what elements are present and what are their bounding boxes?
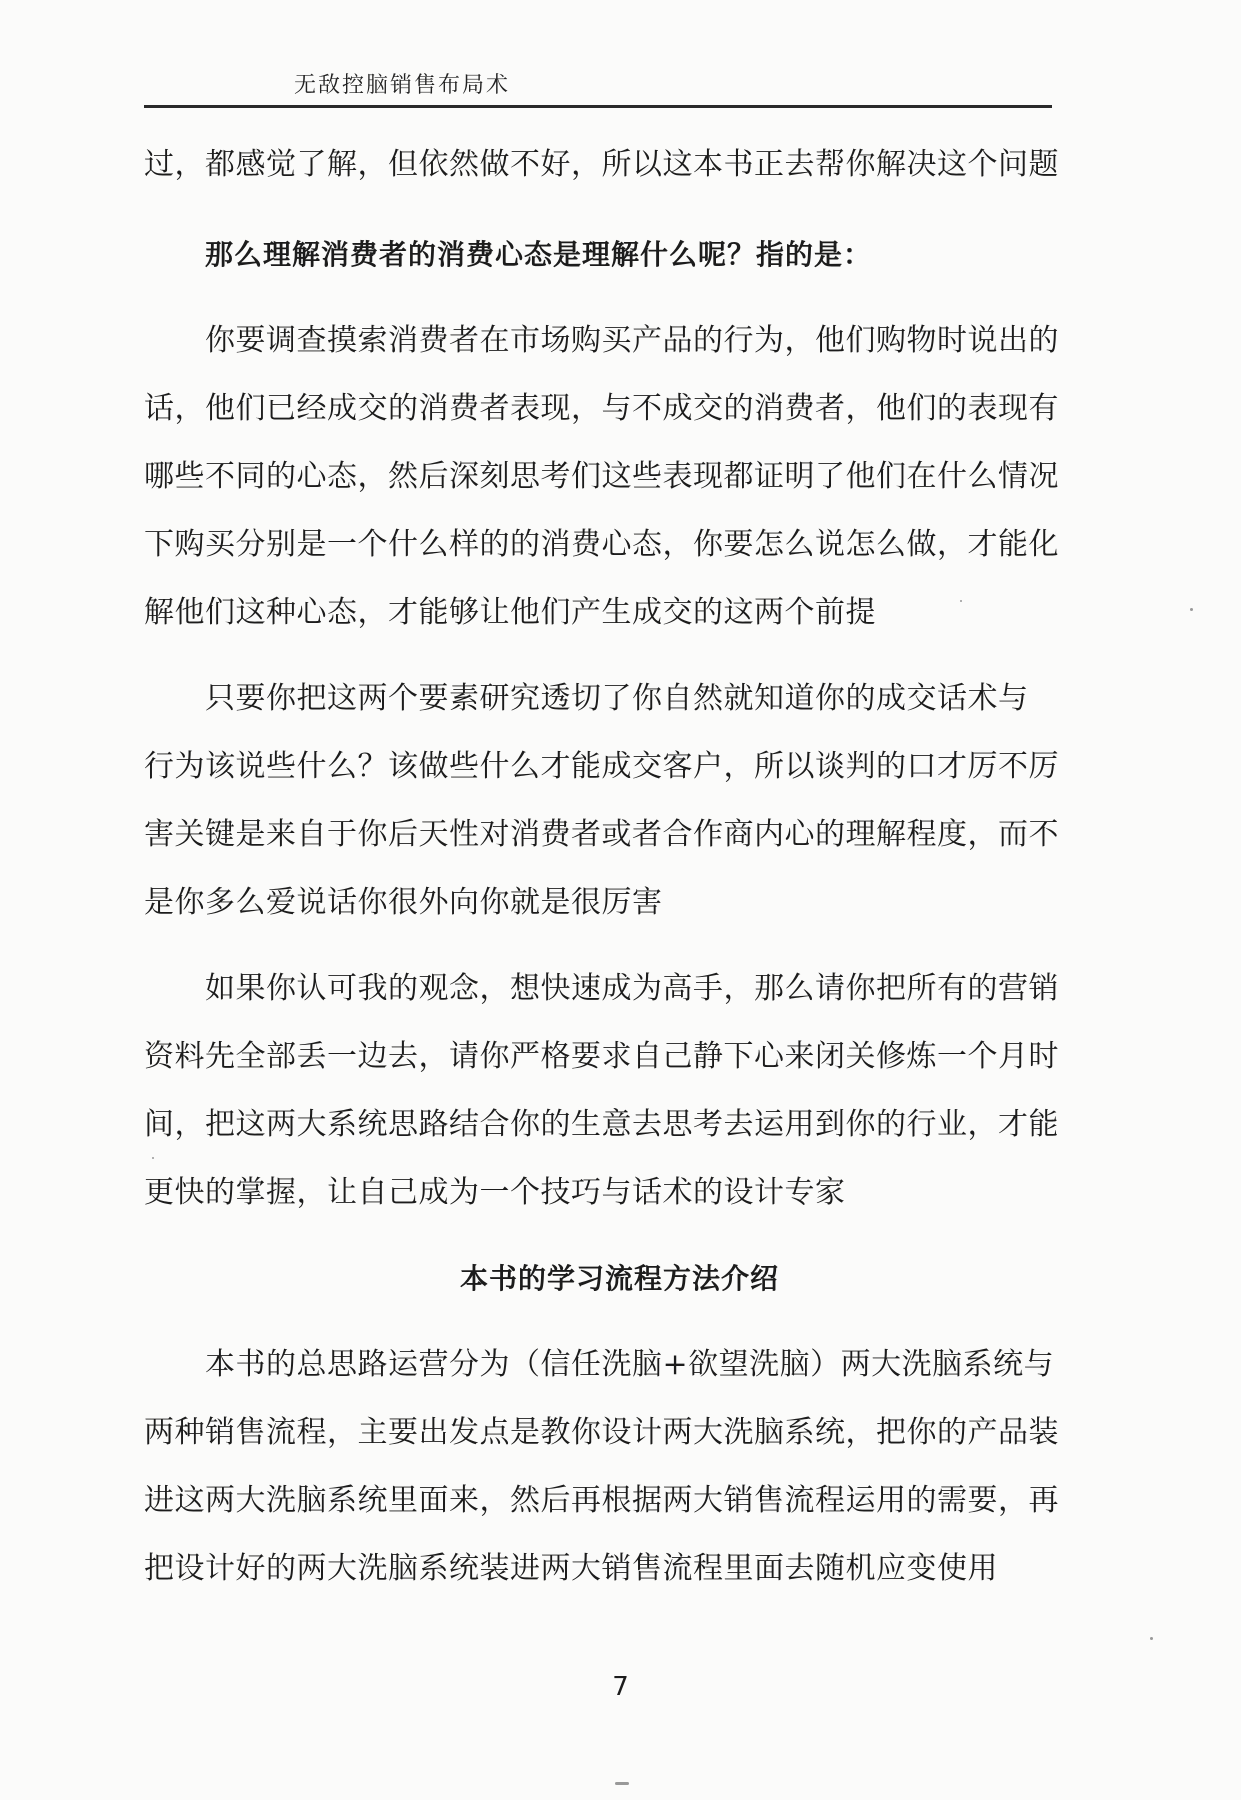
body-line: 进这两大洗脑系统里面来，然后再根据两大销售流程运用的需要，再	[144, 1483, 1059, 1518]
running-header	[144, 58, 1052, 108]
body-line: 两种销售流程，主要出发点是教你设计两大洗脑系统，把你的产品装	[144, 1415, 1059, 1450]
body-line: 更快的掌握，让自己成为一个技巧与话术的设计专家	[144, 1175, 846, 1210]
scan-speck	[1190, 608, 1193, 611]
section-heading: 本书的学习流程方法介绍	[460, 1262, 780, 1295]
body-line: 你要调查摸索消费者在市场购买产品的行为，他们购物时说出的	[205, 323, 1059, 358]
body-line: 如果你认可我的观念，想快速成为高手，那么请你把所有的营销	[205, 971, 1059, 1006]
body-line: 下购买分别是一个什么样的的消费心态，你要怎么说怎么做，才能化	[144, 527, 1059, 562]
body-line: 资料先全部丢一边去，请你严格要求自己静下心来闭关修炼一个月时	[144, 1039, 1059, 1074]
scan-speck	[960, 600, 962, 602]
body-line: 把设计好的两大洗脑系统装进两大销售流程里面去随机应变使用	[144, 1551, 998, 1586]
body-line: 解他们这种心态，才能够让他们产生成交的这两个前提	[144, 595, 876, 630]
body-line: 话，他们已经成交的消费者表现，与不成交的消费者，他们的表现有	[144, 391, 1059, 426]
body-line: 哪些不同的心态，然后深刻思考们这些表现都证明了他们在什么情况	[144, 459, 1059, 494]
scan-speck	[1150, 1637, 1153, 1640]
scan-speck	[152, 1157, 154, 1159]
body-line: 害关键是来自于你后天性对消费者或者合作商内心的理解程度，而不	[144, 817, 1059, 852]
page-number: 7	[612, 1672, 629, 1702]
body-line: 间，把这两大系统思路结合你的生意去思考去运用到你的行业，才能	[144, 1107, 1059, 1142]
body-line: 只要你把这两个要素研究透切了你自然就知道你的成交话术与	[205, 681, 1029, 716]
body-line: 行为该说些什么？该做些什么才能成交客户，所以谈判的口才厉不厉	[144, 749, 1059, 784]
header-title: 无敌控脑销售布局术	[294, 73, 511, 98]
header-rule	[144, 105, 1052, 108]
body-line: 本书的总思路运营分为（信任洗脑+欲望洗脑）两大洗脑系统与	[205, 1347, 1055, 1382]
section-heading: 那么理解消费者的消费心态是理解什么呢？指的是：	[205, 238, 873, 271]
scan-speck	[615, 1782, 629, 1785]
body-line: 是你多么爱说话你很外向你就是很厉害	[144, 885, 663, 920]
body-line: 过，都感觉了解，但依然做不好，所以这本书正去帮你解决这个问题	[144, 147, 1059, 182]
